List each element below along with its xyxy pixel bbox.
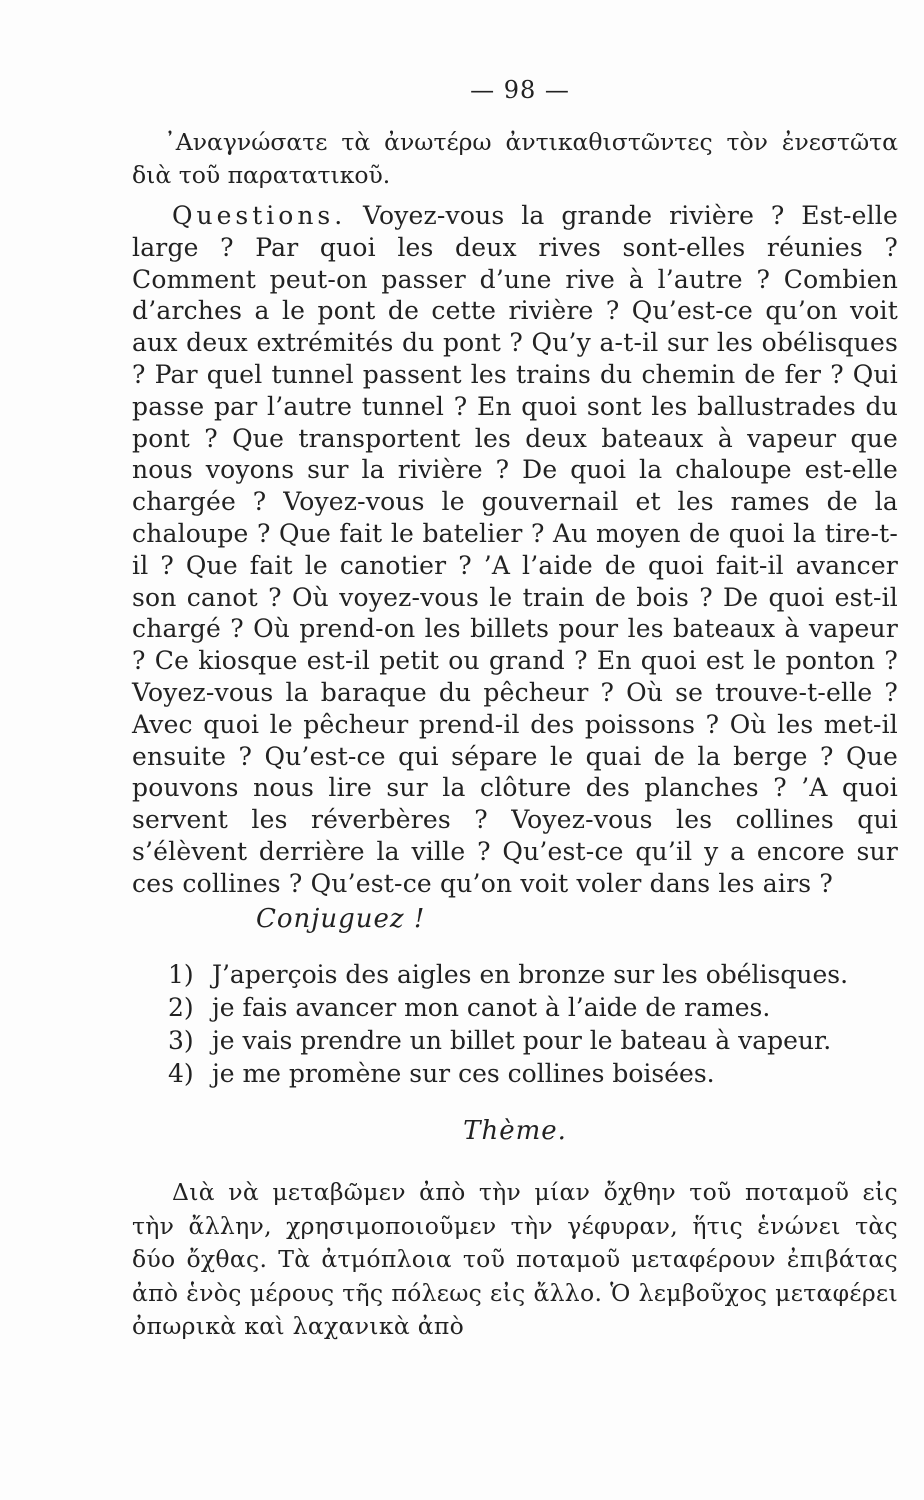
questions-label: Questions.: [172, 201, 347, 230]
page-number: — 98 —: [470, 76, 570, 104]
questions-paragraph: [132, 200, 898, 900]
list-item: [168, 1057, 868, 1090]
greek-instruction: ᾿Αναγνώσατε τὰ ἀνωτέρω ἀντικαθιστῶντες τὸν ἐνεστῶτα διὰ τοῦ παρατατικοῦ.: [132, 128, 898, 189]
list-item: [168, 991, 868, 1024]
theme-paragraph: Διὰ νὰ μεταβῶμεν ἀπὸ τὴν μίαν ὄχθην τοῦ ποταμοῦ εἰς τὴν ἄλλην, χρησιμοποιοῦμεν τὴν γέφυραν, ἥτις ἑνώνει τὰς δύο ὄχθας. Τὰ ἀτμόπλοια τοῦ ποταμοῦ μεταφέρουν ἐπιβάτας ἀπὸ ἑνὸς μέρους τῆς πόλεως εἰς ἄλλο. Ὁ λεμβοῦχος μεταφέρει ὀπωρικὰ καὶ λαχανικὰ ἀπὸ: [132, 1178, 898, 1340]
questions-text: Voyez-vous la grande rivière ? Est-elle large ? Par quoi les deux rives sont-elles réunies ? Comment peut-on passer d’une rive à l’autre ? Combien d’arches a le pont de cette rivière ? Qu’est-ce qu’on voit aux deux extrémités du pont ? Qu’y a-t-il sur les obélisques ? Par quel tunnel passent les trains du chemin de fer ? Qui passe par l’autre tunnel ? En quoi sont les ballustrades du pont ? Que transportent les deux bateaux à vapeur que nous voyons sur la rivière ? De quoi la chaloupe est-elle chargée ? Voyez-vous le gouvernail et les rames de la chaloupe ? Que fait le batelier ? Au moyen de quoi la tire-t-il ? Que fait le canotier ? ’A l’aide de quoi fait-il avancer son canot ? Où voyez-vous le train de bois ? De quoi est-il chargé ? Où prend-on les billets pour les bateaux à vapeur ? Ce kiosque est-il petit ou grand ? En quoi est le ponton ? Voyez-vous la baraque du pêcheur ? Où se trouve-t-elle ? Avec quoi le pêcheur prend-il des poissons ? Où les met-il ensuite ? Qu’est-ce qui sépare le quai de la berge ? Que pouvons nous lire sur la clôture des planches ? ’A quoi servent les réverbères ? Voyez-vous les collines qui s’élèvent derrière la ville ? Qu’est-ce qu’il y a encore sur ces collines ? Qu’est-ce qu’on voit voler dans les airs ?: [132, 201, 898, 898]
list-item-number: 2): [168, 993, 194, 1022]
list-item-text: je fais avancer mon canot à l’aide de rames.: [211, 993, 771, 1022]
list-item-number: 1): [168, 960, 194, 989]
list-item-text: je me promène sur ces collines boisées.: [211, 1059, 715, 1088]
list-item-text: je vais prendre un billet pour le bateau à vapeur.: [211, 1026, 832, 1055]
list-item: [168, 958, 868, 991]
list-item: [168, 1024, 868, 1057]
list-item-number: 4): [168, 1059, 194, 1088]
theme-heading: Thème.: [463, 1116, 567, 1146]
conjugate-list: [168, 958, 868, 1090]
list-item-text: J’aperçois des aigles en bronze sur les obélisques.: [211, 960, 849, 989]
conjugate-heading: Conjuguez !: [256, 904, 426, 934]
list-item-number: 3): [168, 1026, 194, 1055]
